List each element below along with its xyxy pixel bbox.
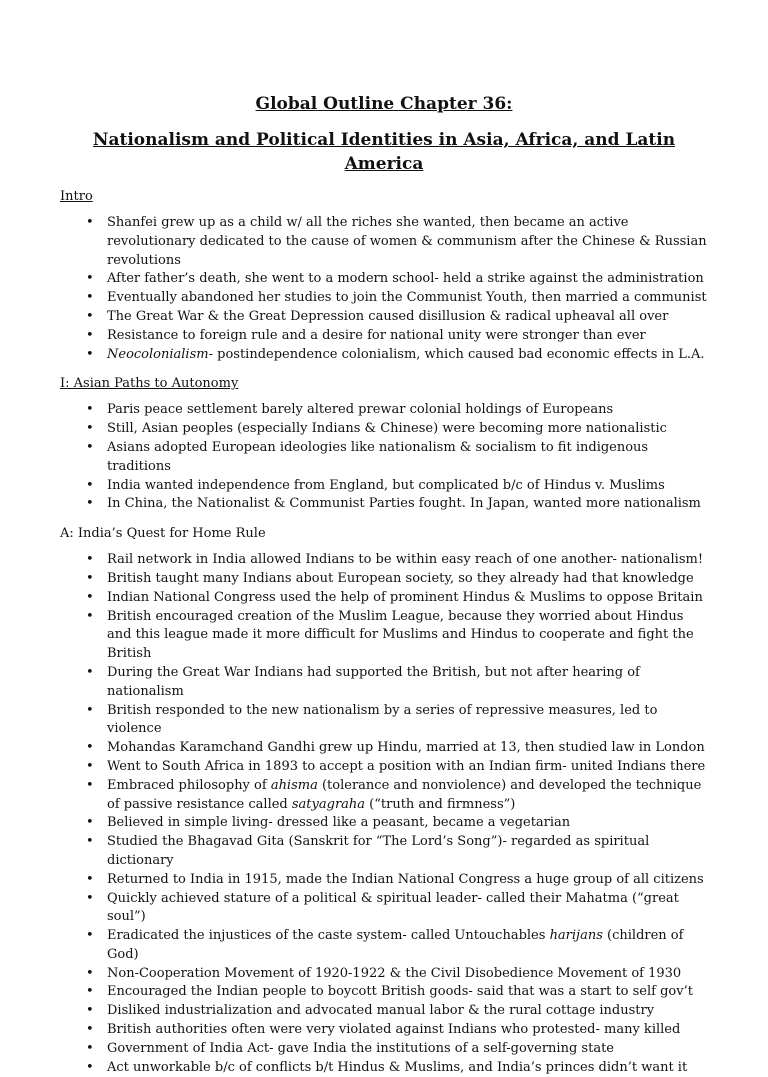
item-text: Resistance to foreign rule and a desire for national unity were stronger than ever — [107, 327, 646, 343]
list-item — [107, 965, 708, 984]
item-text: Went to South Africa in 1893 to accept a position with an Indian firm- united Indians there — [107, 758, 706, 774]
list-item — [107, 890, 708, 928]
item-text: The Great War & the Great Depression caused disillusion & radical upheaval all over — [107, 308, 669, 324]
item-text: Quickly achieved stature of a political & spiritual leader- called their Mahatma (“great soul”) — [107, 890, 679, 925]
list-item — [107, 664, 708, 702]
list-item — [107, 401, 708, 420]
item-text: Believed in simple living- dressed like a peasant, became a vegetarian — [107, 815, 571, 831]
item-text: After father’s death, she went to a modern school- held a strike against the administration — [107, 271, 704, 287]
list-item — [107, 739, 708, 758]
item-text: Encouraged the Indian people to boycott British goods- said that was a start to self gov’t — [107, 984, 693, 1000]
item-text: Returned to India in 1915, made the Indian National Congress a huge group of all citizens — [107, 871, 704, 887]
list-item — [107, 833, 708, 871]
item-text: (tolerance and nonviolence) and developed the technique of passive resistance called — [107, 777, 702, 812]
item-text: Shanfei grew up as a child w/ all the riches she wanted, then became an active revolutionary dedicated to the cause of women & communism after the Chinese & Russian revolutions — [107, 215, 707, 268]
item-text: Disliked industrialization and advocated manual labor & the rural cottage industry — [107, 1003, 655, 1019]
item-text: - postindependence colonialism, which caused bad economic effects in L.A. — [208, 346, 705, 362]
page-title: Global Outline Chapter 36: — [255, 94, 513, 114]
item-text: Rail network in India allowed Indians to be within easy reach of one another- nationalism! — [107, 552, 704, 568]
item-text: (children of God) — [107, 928, 684, 962]
item-text: Government of India Act- gave India the institutions of a self-governing state — [107, 1040, 614, 1056]
list-item — [107, 927, 708, 965]
item-text: Eradicated the injustices of the caste system- called Untouchables — [107, 928, 550, 944]
list-item — [107, 289, 708, 308]
item-text: Asians adopted European ideologies like nationalism & socialism to fit indigenous traditions — [107, 439, 649, 474]
list-item — [107, 1059, 708, 1077]
italic-term: ahisma — [270, 777, 318, 793]
section-heading: A: India’s Quest for Home Rule — [60, 526, 266, 542]
section-heading: Intro — [60, 189, 93, 204]
item-text: Paris peace settlement barely altered prewar colonial holdings of Europeans — [107, 402, 614, 418]
list-item — [107, 420, 708, 439]
page-subtitle: Nationalism and Political Identities in Asia, Africa, and Latin America — [92, 130, 676, 174]
list-item — [107, 477, 708, 496]
list-item — [107, 758, 708, 777]
italic-term: Neocolonialism — [107, 346, 209, 362]
bullet-list — [60, 551, 708, 1077]
bullet-list — [60, 401, 708, 514]
item-text: Embraced philosophy of — [107, 777, 271, 793]
list-item — [107, 551, 708, 570]
item-text: India wanted independence from England, but complicated b/c of Hindus v. Muslims — [107, 477, 665, 493]
item-text: During the Great War Indians had supported the British, but not after hearing of nationalism — [107, 664, 640, 699]
list-item — [107, 814, 708, 833]
item-text: British taught many Indians about European society, so they already had that knowledge — [107, 570, 694, 586]
section-heading: I: Asian Paths to Autonomy — [60, 376, 239, 392]
item-text: British responded to the new nationalism by a series of repressive measures, led to violence — [107, 702, 658, 737]
list-item — [107, 214, 708, 270]
list-item — [107, 608, 708, 664]
item-text: Indian National Congress used the help of prominent Hindus & Muslims to oppose Britain — [107, 589, 703, 605]
list-item — [107, 346, 708, 365]
item-text: Act unworkable b/c of conflicts b/t Hindus & Muslims, and India’s princes didn’t want it — [107, 1059, 688, 1075]
list-item — [107, 589, 708, 608]
list-item — [107, 439, 708, 477]
item-text: Mohandas Karamchand Gandhi grew up Hindu, married at 13, then studied law in London — [107, 740, 705, 756]
list-item — [107, 1002, 708, 1021]
item-text: British authorities often were very violated against Indians who protested- many killed — [107, 1022, 681, 1038]
list-item — [107, 702, 708, 740]
list-item — [107, 1040, 708, 1059]
item-text: British encouraged creation of the Muslim League, because they worried about Hindus and this league made it more difficult for Muslims and Hindus to cooperate and fight the British — [107, 608, 694, 662]
item-text: (“truth and firmness”) — [365, 796, 516, 812]
item-text: Still, Asian peoples (especially Indians & Chinese) were becoming more nationalistic — [107, 421, 667, 437]
list-item — [107, 308, 708, 327]
list-item — [107, 777, 708, 815]
italic-term: satyagraha — [291, 796, 366, 812]
list-item — [107, 270, 708, 289]
italic-term: harijans — [549, 928, 603, 944]
list-item — [107, 570, 708, 589]
item-text: Non-Cooperation Movement of 1920-1922 & the Civil Disobedience Movement of 1930 — [107, 965, 682, 981]
list-item — [107, 327, 708, 346]
document-body — [60, 188, 708, 1077]
item-text: In China, the Nationalist & Communist Parties fought. In Japan, wanted more nationalism — [107, 496, 701, 512]
item-text: Eventually abandoned her studies to join the Communist Youth, then married a communist — [107, 290, 707, 306]
list-item — [107, 495, 708, 514]
list-item — [107, 983, 708, 1002]
list-item — [107, 871, 708, 890]
item-text: Studied the Bhagavad Gita (Sanskrit for “The Lord’s Song”)- regarded as spiritual dictionary — [107, 834, 650, 868]
bullet-list — [60, 214, 708, 364]
